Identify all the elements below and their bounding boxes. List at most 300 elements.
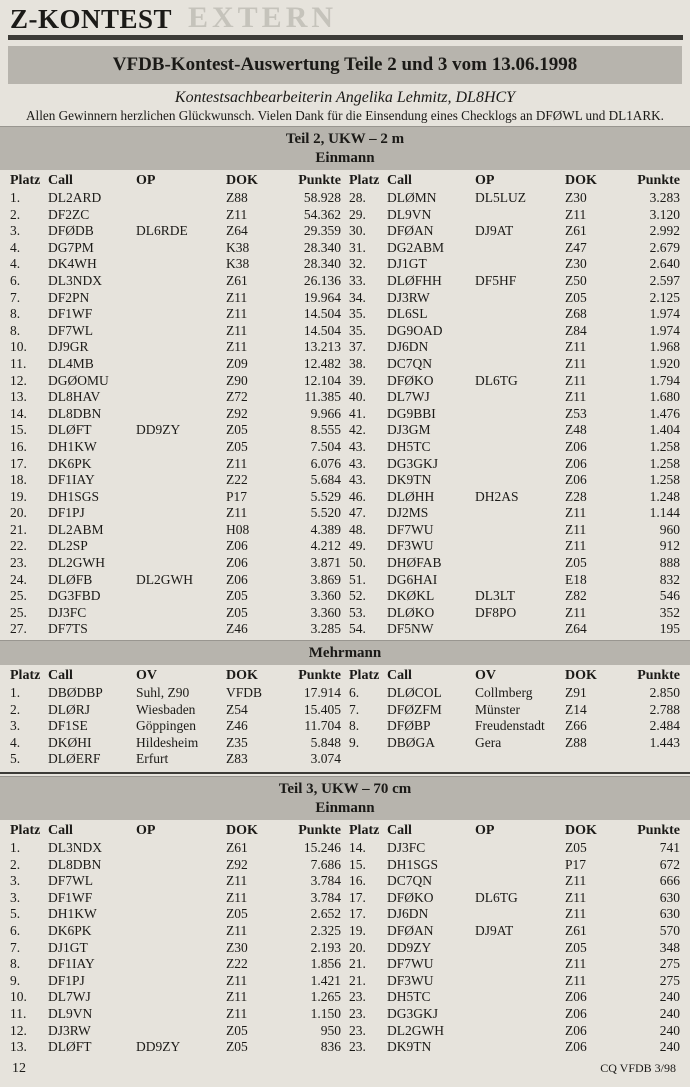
cell [475,1006,565,1023]
cell: Call [48,823,73,838]
table-row [349,735,680,752]
teil2-einmann-table [0,170,690,638]
cell: 19. [10,488,27,504]
section-title: Mehrmann [308,645,382,662]
cell: 9. [349,734,360,750]
cell: H08 [226,521,250,537]
cell: Call [387,823,412,838]
cell: DF1PJ [48,972,85,988]
cell: DF7TS [48,621,88,637]
table-right-half [349,665,680,768]
cell: DG6HAI [387,571,438,587]
table-row [349,940,680,957]
cell: 11. [10,355,27,371]
cell: Z84 [565,322,587,338]
cell: DKØKL [387,588,435,604]
cell: DLØERF [48,751,101,767]
cell: Erfurt [136,751,169,767]
cell: OP [475,823,495,838]
cell: Z46 [226,718,248,734]
cell: DLØMN [387,190,437,205]
table-row [349,456,680,473]
cell: Z11 [565,505,587,521]
cell: Z05 [226,1039,248,1055]
cell: 1. [10,685,21,701]
cell [136,890,226,907]
cell: DF2PN [48,289,90,305]
table-row [349,873,680,890]
cell: 29.359 [303,223,341,239]
cell: 1.265 [310,989,341,1005]
cell: Z30 [226,939,248,955]
table-row [349,422,680,439]
cell: 23. [349,1022,366,1038]
cell: 21. [349,956,366,972]
table-header-row [349,172,680,190]
cell: 20. [10,505,27,521]
cell: DJ1GT [387,256,427,272]
cell: 3.285 [310,621,341,637]
cell: Z11 [226,1005,248,1021]
cell: 6.076 [310,455,341,471]
cell [475,840,565,857]
table-row [349,472,680,489]
cell: DFØZFM [387,701,442,717]
table-left-half [10,820,341,1056]
cell: DL2SP [48,538,88,554]
section-category: Einmann [315,150,375,166]
cell: 1.443 [649,734,680,750]
cell: 3.360 [310,588,341,604]
cell [475,621,565,638]
cell: 28.340 [303,256,341,272]
cell: 240 [659,1005,680,1021]
cell: 1.150 [310,1005,341,1021]
article-subtitle: Kontestsachbearbeiterin Angelika Lehmitz, DL8HCY [174,89,516,106]
table-header-row [10,172,341,190]
table-row [10,973,341,990]
cell: DG7PM [48,239,94,255]
cell: 195 [659,621,680,637]
cell: Z53 [565,405,587,421]
cell: DG9OAD [387,322,443,338]
cell: 836 [320,1039,341,1055]
cell: Z92 [226,856,248,872]
cell: 17. [349,906,366,922]
cell: 7. [349,701,360,717]
cell: Z11 [565,521,587,537]
cell: Z54 [226,701,248,717]
table-header-row [10,667,341,685]
cell: DK9TN [387,1039,432,1055]
cell: DFØAN [387,922,434,938]
cell: 4.389 [310,521,341,537]
cell: 832 [659,571,680,587]
table-row [10,240,341,257]
cell [136,456,226,473]
cell [136,505,226,522]
cell [136,290,226,307]
table-row [10,685,341,702]
cell: 8.555 [310,422,341,438]
cell [475,857,565,874]
table-row [10,505,341,522]
cell: DL2GWH [48,555,105,571]
cell [475,973,565,990]
table-row [10,356,341,373]
cell: 5. [10,751,21,767]
cell [136,356,226,373]
cell: Call [48,173,73,188]
cell: 43. [349,455,366,471]
table-right-half [349,820,680,1056]
cell: 23. [10,555,27,571]
cell: 4. [10,239,21,255]
table-row [349,406,680,423]
cell: DFØKO [387,889,434,905]
cell: 15.246 [303,840,341,855]
cell: Z05 [226,422,248,438]
cell: 54. [349,621,366,637]
cell [475,940,565,957]
cell: 3. [10,873,21,889]
cell: DF7WU [387,521,434,537]
cell: 17.914 [303,685,341,701]
cell: Z11 [226,889,248,905]
cell: Z82 [565,588,587,604]
cell [475,906,565,923]
table-row [10,906,341,923]
cell: 12.482 [303,355,341,371]
cell: 570 [659,922,680,938]
cell: Platz [10,173,41,188]
cell: DG3GKJ [387,1005,439,1021]
article-title: VFDB-Kontest-Auswertung Teile 2 und 3 vom 13.06.1998 [8,46,682,84]
table-row [349,685,680,702]
cell: K38 [226,256,250,272]
cell: DH5TC [387,989,431,1005]
cell [136,207,226,224]
table-row [10,439,341,456]
table-left-half [10,170,341,638]
cell: 35. [349,322,366,338]
cell: 30. [349,223,366,239]
table-row [10,840,341,857]
cell: DL2ARD [48,190,102,205]
cell: Z05 [226,906,248,922]
page-number: 12 [12,1061,26,1076]
cell: Z30 [565,256,587,272]
cell: Z11 [226,206,248,222]
cell: Z22 [226,956,248,972]
table-row [10,207,341,224]
cell: 32. [349,256,366,272]
cell: DGØOMU [48,372,109,388]
cell: 275 [659,956,680,972]
table-row [10,989,341,1006]
cell: DG9BBI [387,405,436,421]
cell: DG3GKJ [387,455,439,471]
table-right-half [349,170,680,638]
table-row [10,290,341,307]
cell [136,940,226,957]
table-row [10,605,341,622]
cell: DOK [226,173,258,188]
cell: Z06 [226,555,248,571]
cell: 10. [10,989,27,1005]
table-row [10,718,341,735]
cell: 2.193 [310,939,341,955]
table-row [349,339,680,356]
cell: 43. [349,438,366,454]
cell: DL3NDX [48,840,102,855]
table-row [10,323,341,340]
cell: Z61 [565,922,587,938]
table-row [10,223,341,240]
cell [136,273,226,290]
cell: 5.520 [310,505,341,521]
cell: 12. [10,372,27,388]
table-row [349,240,680,257]
cell: DL9VN [48,1005,93,1021]
cell: DLØFB [48,571,93,587]
cell: DD9ZY [136,1039,181,1055]
cell: 7. [10,289,21,305]
cell [136,873,226,890]
table-row [349,505,680,522]
cell: 7.504 [310,438,341,454]
cell: 3.869 [310,571,341,587]
cell: DH2AS [475,488,519,504]
cell: DF5HF [475,272,517,288]
cell: DFØAN [387,223,434,239]
cell: Punkte [298,823,341,838]
cell: Suhl, Z90 [136,685,190,701]
table-row [10,735,341,752]
cell: 24. [10,571,27,587]
cell: DJ3FC [387,840,426,855]
cell: 15. [349,856,366,872]
cell: Z06 [565,1022,587,1038]
cell: 6. [349,685,360,701]
table-header-row [10,822,341,840]
cell [136,588,226,605]
cell: 2.850 [649,685,680,701]
table-row [349,588,680,605]
cell: Z11 [565,972,587,988]
cell [136,973,226,990]
cell [136,306,226,323]
cell: Göppingen [136,718,196,734]
table-body [349,190,680,638]
cell: DG3FBD [48,588,101,604]
cell: Z05 [565,840,587,855]
cell: DF1IAY [48,956,95,972]
cell: Z11 [226,505,248,521]
cell: 240 [659,1022,680,1038]
cell: 9. [10,972,21,988]
cell: 11.385 [304,389,341,405]
cell: 348 [659,939,680,955]
cell: Z50 [565,272,587,288]
cell [136,956,226,973]
cell [475,439,565,456]
cell: 2.325 [310,922,341,938]
table-row [349,190,680,207]
cell: 52. [349,588,366,604]
cell [136,389,226,406]
table-row [10,923,341,940]
cell: 14.504 [303,306,341,322]
table-row [349,621,680,638]
cell: DJ3FC [48,604,87,620]
cell: 26.136 [303,272,341,288]
table-body [10,190,341,638]
cell [136,323,226,340]
cell: Z72 [226,389,248,405]
cell: 37. [349,339,366,355]
cell: DFØDB [48,223,94,239]
cell: DL4MB [48,355,94,371]
cell: 3.120 [649,206,680,222]
cell: 39. [349,372,366,388]
cell: 240 [659,1039,680,1055]
section-band-teil2 [0,126,690,170]
cell: Z06 [565,1039,587,1055]
cell: DL9VN [387,206,432,222]
cell: 51. [349,571,366,587]
table-row [10,1006,341,1023]
cell: 25. [10,588,27,604]
cell: OV [475,668,496,684]
cell: Z11 [565,339,587,355]
cell: DLØFT [48,422,92,438]
cell: Z68 [565,306,587,322]
cell: 2.125 [649,289,680,305]
cell: Z66 [565,718,587,734]
cell [136,373,226,390]
table-row [10,702,341,719]
cell: 40. [349,389,366,405]
cell [475,538,565,555]
cell: Z11 [565,372,587,388]
table-row [349,956,680,973]
section-title: Teil 3, UKW – 70 cm [278,781,412,797]
cell: 14.504 [303,322,341,338]
cell: Z64 [565,621,587,637]
cell [475,505,565,522]
table-body [349,685,680,751]
cell [136,240,226,257]
cell [136,555,226,572]
cell: 5. [10,906,21,922]
cell: 3.283 [649,190,680,205]
cell: VFDB [226,685,263,701]
cell: DD9ZY [387,939,432,955]
cell: Z05 [226,604,248,620]
cell: 23. [349,1039,366,1055]
cell: 3.360 [310,604,341,620]
cell: 11. [10,1005,27,1021]
cell: Z06 [565,989,587,1005]
cell [136,989,226,1006]
table-row [349,890,680,907]
cell: 1.476 [649,405,680,421]
section-band-teil3 [0,776,690,820]
cell: Z46 [226,621,248,637]
cell: 912 [659,538,680,554]
cell: 31. [349,239,366,255]
cell: Hildesheim [136,734,199,750]
cell: Z05 [226,438,248,454]
cell: 4.212 [310,538,341,554]
table-row [349,1039,680,1056]
cell: 11.704 [304,718,341,734]
cell: Z11 [565,956,587,972]
table-body [349,840,680,1056]
page-footer [12,1061,676,1077]
cell: 3. [10,223,21,239]
table-header-row [349,822,680,840]
cell [136,538,226,555]
cell: DOK [226,668,258,684]
cell: 2.484 [649,718,680,734]
cell: Punkte [637,823,680,838]
cell: Z11 [226,322,248,338]
cell: 16. [10,438,27,454]
cell: Z88 [226,190,248,205]
cell: 14. [10,405,27,421]
cell: Z11 [565,889,587,905]
cell [475,456,565,473]
cell: 25. [10,604,27,620]
cell: P17 [565,856,587,872]
cell: DFØBP [387,718,431,734]
cell [475,572,565,589]
cell: DL2GWH [136,571,193,587]
table-row [349,223,680,240]
teil3-einmann-table [0,820,690,1056]
cell: Z06 [565,472,587,488]
cell: 3.784 [310,889,341,905]
cell: Z90 [226,372,248,388]
cell: Münster [475,701,520,717]
table-row [10,555,341,572]
cell: 666 [659,873,680,889]
table-row [10,306,341,323]
cell: DF7WL [48,322,93,338]
table-row [10,190,341,207]
cell: Z11 [226,289,248,305]
cell: Z05 [226,1022,248,1038]
cell: DC7QN [387,355,433,371]
cell [475,356,565,373]
cell: 2.992 [649,223,680,239]
cell: DLØRJ [48,701,91,717]
table-row [10,256,341,273]
cell [475,873,565,890]
cell: Z11 [565,906,587,922]
cell [475,956,565,973]
cell: 13. [10,389,27,405]
table-row [349,702,680,719]
cell: Platz [349,668,380,684]
table-row [10,588,341,605]
table-row [10,522,341,539]
cell: DF1WF [48,889,93,905]
cell: 50. [349,555,366,571]
table-body [10,840,341,1056]
